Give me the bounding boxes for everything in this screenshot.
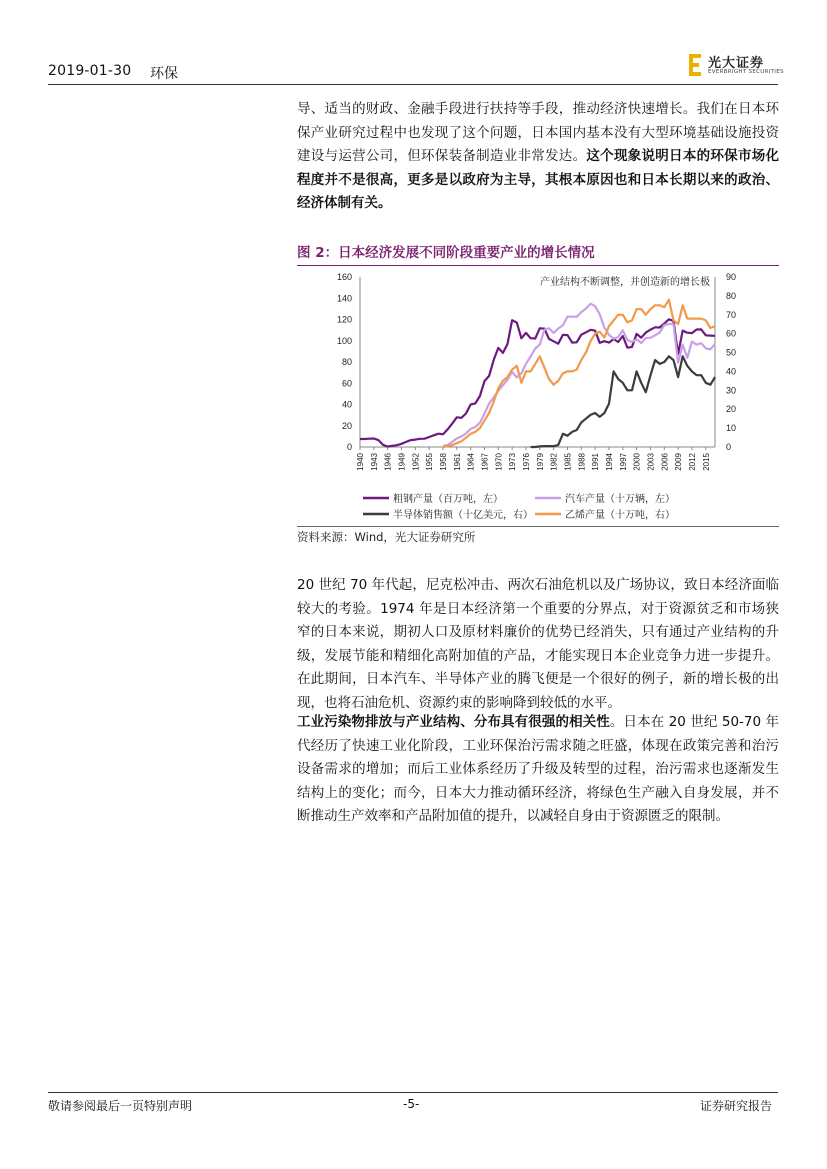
- legend-label-4: 乙烯产量（十万吨，右）: [565, 510, 675, 521]
- y-left-tick-label: 20: [341, 420, 352, 431]
- y-right-tick-label: 80: [726, 290, 737, 301]
- x-tick-label: 1994: [604, 453, 614, 471]
- header-divider: [48, 84, 778, 85]
- company-logo: [688, 52, 783, 80]
- x-tick-label: 1973: [508, 453, 518, 471]
- x-tick-label: 1952: [411, 453, 421, 471]
- page-number: -5-: [403, 1097, 420, 1111]
- y-right-tick-label: 20: [726, 404, 737, 415]
- x-tick-label: 1943: [369, 453, 379, 471]
- y-right-tick-label: 0: [726, 442, 732, 452]
- x-tick-label: 1997: [618, 453, 628, 471]
- x-tick-label: 1979: [535, 453, 545, 471]
- report-date: 2019-01-30: [48, 63, 132, 79]
- x-tick-label: 1982: [549, 453, 559, 471]
- chart-annotation: 产业结构不断调整，并创造新的增长极: [540, 277, 710, 288]
- series-line-3: [531, 356, 715, 447]
- legend-label-3: 半导体销售额（十亿美元，右）: [393, 510, 533, 521]
- x-tick-label: 1949: [397, 453, 407, 471]
- x-tick-label: 2000: [632, 453, 642, 471]
- x-tick-label: 1955: [425, 453, 435, 471]
- y-left-tick-label: 120: [336, 314, 352, 325]
- x-tick-label: 2006: [660, 453, 670, 471]
- paragraph-pollution-emphasis: 工业污染物排放与产业结构、分布具有很强的相关性: [297, 714, 610, 730]
- paragraph-pollution-normal: 。日本在 20 世纪 50-70 年代经历了快速工业化阶段，工业环保治污需求随之旺盛，体现在政策完善和治污设备需求的增加；而后工业体系经历了升级及转型的过程，治污需求也逐渐发生结构上的变化；而今，日本大力推动循环经济，将绿色生产融入自身发展，并不断推动生产效率和产品附加值的提升，以减轻自身由于资源匮乏的限制。: [297, 714, 779, 824]
- y-left-tick-label: 0: [346, 442, 352, 452]
- y-right-tick-label: 60: [726, 328, 737, 339]
- x-tick-label: 1976: [521, 453, 531, 471]
- paragraph-pollution: [297, 711, 779, 829]
- industry-growth-chart: [297, 266, 779, 526]
- logo-mark-icon: [688, 53, 704, 77]
- legend-label-2: 汽车产量（十万辆，左）: [565, 494, 675, 505]
- footer-report-type: 证券研究报告: [700, 1099, 773, 1113]
- series-line-1: [360, 319, 715, 446]
- x-tick-label: 2015: [701, 453, 711, 471]
- x-tick-label: 1967: [480, 453, 490, 471]
- y-right-tick-label: 50: [726, 347, 737, 358]
- paragraph-intro: [297, 98, 779, 216]
- figure-source: 资料来源：Wind，光大证券研究所: [297, 530, 476, 544]
- y-left-tick-label: 140: [336, 293, 352, 304]
- x-tick-label: 1940: [356, 453, 365, 471]
- y-right-tick-label: 70: [726, 309, 737, 320]
- x-tick-label: 2012: [687, 453, 697, 471]
- y-right-tick-label: 90: [726, 272, 737, 282]
- y-left-tick-label: 40: [341, 399, 352, 410]
- x-tick-label: 1970: [494, 453, 504, 471]
- footer-disclaimer: 敬请参阅最后一页特别声明: [48, 1099, 193, 1113]
- y-left-tick-label: 80: [341, 357, 352, 367]
- x-tick-label: 2009: [674, 453, 684, 471]
- y-right-tick-label: 10: [726, 423, 737, 434]
- x-tick-label: 1991: [591, 453, 601, 471]
- footer-divider: [48, 1092, 778, 1093]
- x-tick-label: 1988: [577, 453, 587, 471]
- paragraph-intro-emphasis: 这个现象说明日本的环保市场化程度并不是很高，更多是以政府为主导，其根本原因也和日本长期以来的政治、经济体制有关。: [297, 148, 780, 211]
- y-right-tick-label: 40: [726, 366, 737, 377]
- logo-text-en: EVERBRIGHT SECURITIES: [708, 69, 784, 75]
- figure-title: 图 2：日本经济发展不同阶段重要产业的增长情况: [297, 245, 595, 261]
- x-tick-label: 1946: [383, 453, 393, 471]
- x-tick-label: 1985: [563, 453, 573, 471]
- x-tick-label: 2003: [646, 453, 656, 471]
- legend-label-1: 粗钢产量（百万吨，左）: [393, 494, 503, 505]
- y-left-tick-label: 60: [341, 378, 352, 389]
- x-tick-label: 1958: [438, 453, 448, 471]
- report-sector: 环保: [150, 66, 178, 82]
- y-right-tick-label: 30: [726, 385, 737, 396]
- logo-text-cn: 光大证券: [708, 56, 765, 71]
- paragraph-intro-normal: 导、适当的财政、金融手段进行扶持等手段，推动经济快速增长。我们在日本环保产业研究过程中也发现了这个问题，日本国内基本没有大型环境基础设施投资建设与运营公司，但环保装备制造业非常发达。: [297, 101, 779, 164]
- x-tick-label: 1961: [452, 453, 462, 471]
- y-left-tick-label: 100: [336, 335, 352, 346]
- source-divider: [297, 526, 779, 527]
- paragraph-1970s: 20 世纪 70 年代起，尼克松冲击、两次石油危机以及广场协议，致日本经济面临较大的考验。1974 年是日本经济第一个重要的分界点，对于资源贫乏和市场狭窄的日本来说，期初人口及原材料廉价的优势已经消失，只有通过产业结构的升级，发展节能和精细化高附加值的产品，才能实现日本企业竞争力进一步提升。在此期间，日本汽车、半导体产业的腾飞便是一个很好的例子，新的增长极的出现，也将石油危机、资源约束的影响降到较低的水平。: [297, 577, 779, 711]
- x-tick-label: 1964: [466, 453, 476, 471]
- y-left-tick-label: 160: [336, 272, 352, 282]
